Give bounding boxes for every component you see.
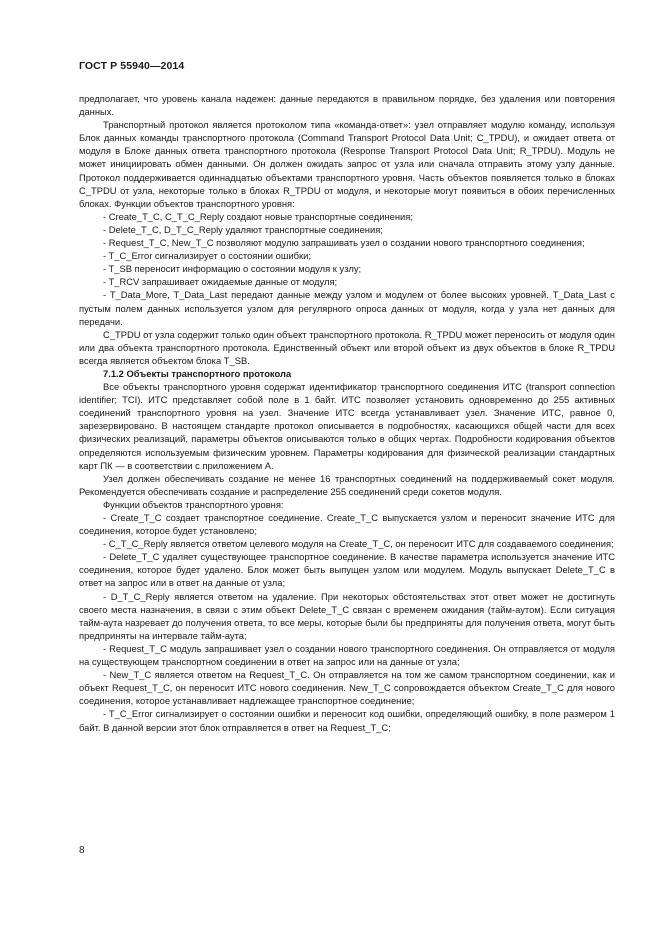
paragraph: Все объекты транспортного уровня содержат идентификатор транспортного соединения ИТС (transport connection identifier; TCI). ИТС представляет собой поле в 1 байт. ИТС позволяет установить одновременно до 255 активных соединений транспортного уровня на узел. Значение ИТС всегда устанавливает узел. Значение ИТС, равное 0, зарезервировано. В настоящем стандарте протокол описывается в подробностях, касающихся общей части для всех физических реализаций, параметры объектов описываются только в общих чертах. Подробности кодирования объектов определяются используемым физическим уровнем. Параметры кодирования для физической реализации стандартных карт ПК — в соответствии с приложением А.	[79, 381, 615, 471]
paragraph: C_TPDU от узла содержит только один объект транспортного протокола. R_TPDU может переносить от модуля один или два объекта транспортного протокола. Единственный объект или второй объект из двух объектов в блоке R_TPDU всегда является объектом блока T_SB.	[79, 328, 615, 366]
list-item: - Create_T_C создает транспортное соединение. Create_T_C выпускается узлом и переносит значение ИТС для соединения, которое будет установлено;	[79, 512, 615, 537]
list-item: - Request_T_C модуль запрашивает узел о создании нового транспортного соединения. Он отправляется от модуля на существующем транспортном соединении в ответ на запрос или на данные от узла;	[79, 642, 615, 668]
paragraph: Узел должен обеспечивать создание не менее 16 транспортных соединений на поддерживаемый сокет модуля. Рекомендуется обеспечивать создание и распределение 255 соединений среди сокетов модуля.	[79, 472, 615, 497]
list-item: - Delete_T_C удаляет существующее транспортное соединение. В качестве параметра используется значение ИТС соединения, которое будет удалено. Блок может быть выпущен узлом или модулем. Модуль выпускает Delete_T_C в ответ на запрос или в ответ на данные от узла;	[79, 551, 615, 589]
document-body	[79, 92, 615, 734]
list-item: - Request_T_C, New_T_C позволяют модулю запрашивать узел о создании нового транспортного соединения;	[103, 237, 585, 249]
list-item: - T_C_Error сигнализирует о состоянии ошибки и переносит код ошибки, определяющий ошибку, в поле размером 1 байт. В данной версии этот блок отправляется в ответ на Request_T_C;	[79, 708, 615, 733]
paragraph: Функции объектов транспортного уровня:	[103, 498, 284, 510]
list-item: - T_Data_More, T_Data_Last передают данные между узлом и модулем от более высоких уровней. T_Data_Last с пустым полем данных используется узлом для регулярного опроса данных от модуля, когда у узла нет данных для передачи.	[79, 289, 615, 327]
document-header: ГОСТ Р 55940—2014	[79, 60, 185, 72]
paragraph: предполагает, что уровень канала надежен: данные передаются в правильном порядке, без удаления или повторения данных.	[79, 93, 615, 118]
list-item: - New_T_C является ответом на Request_T_C. Он отправляется на том же самом транспортном соединении, как и объект Request_T_C, он переносит ИТС нового соединения. New_T_C сопровождается объектом Create_T_C для нового соединения, которое устанавливает надлежащее транспортное соединение;	[79, 669, 615, 707]
list-item: - T_RCV запрашивает ожидаемые данные от модуля;	[103, 276, 338, 288]
paragraph: Транспортный протокол является протоколом типа «команда-ответ»: узел отправляет модулю команду, используя Блок данных команды транспортного протокола (Command Transport Protocol Data Unit; C_TPDU), и ожидает ответа от модуля в Блоке данных ответа транспортного протокола (Response Transport Protocol Data Unit; R_TPDU). Модуль не может инициировать обмен данными. Он должен ожидать запрос от узла или сначала отправить этому узлу данные. Протокол поддерживается одиннадцатью объектами транспортного уровня. Часть объектов появляется только в блоках C_TPDU от узла, некоторые только в блоках R_TPDU от модуля, и некоторые могут появиться в обоих перечисленных блоках. Функции объектов транспортного уровня:	[79, 119, 615, 209]
list-item: - Create_T_C, C_T_C_Reply создают новые транспортные соединения;	[103, 210, 413, 222]
list-item: - Delete_T_C, D_T_C_Reply удаляют транспортные соединения;	[103, 223, 383, 235]
list-item: - T_SB переносит информацию о состоянии модуля к узлу;	[103, 263, 362, 275]
section-heading: 7.1.2 Объекты транспортного протокола	[103, 367, 292, 379]
list-item: - D_T_C_Reply является ответом на удаление. При некоторых обстоятельствах этот ответ может не достигнуть своего места назначения, в связи с этим объект Delete_T_C связан с временем ожидания (тайм-аутом). Если ситуация тайм-аута назревает до получения ответа, то все меры, которые были бы предприняты для получения ответа, могут быть предприняты на интервале тайм-аута;	[79, 590, 615, 641]
list-item: - C_T_C_Reply является ответом целевого модуля на Create_T_C, он переносит ИТС для создаваемого соединения;	[103, 538, 614, 550]
list-item: - T_C_Error сигнализирует о состоянии ошибки;	[103, 250, 311, 262]
page-number: 8	[79, 845, 85, 856]
